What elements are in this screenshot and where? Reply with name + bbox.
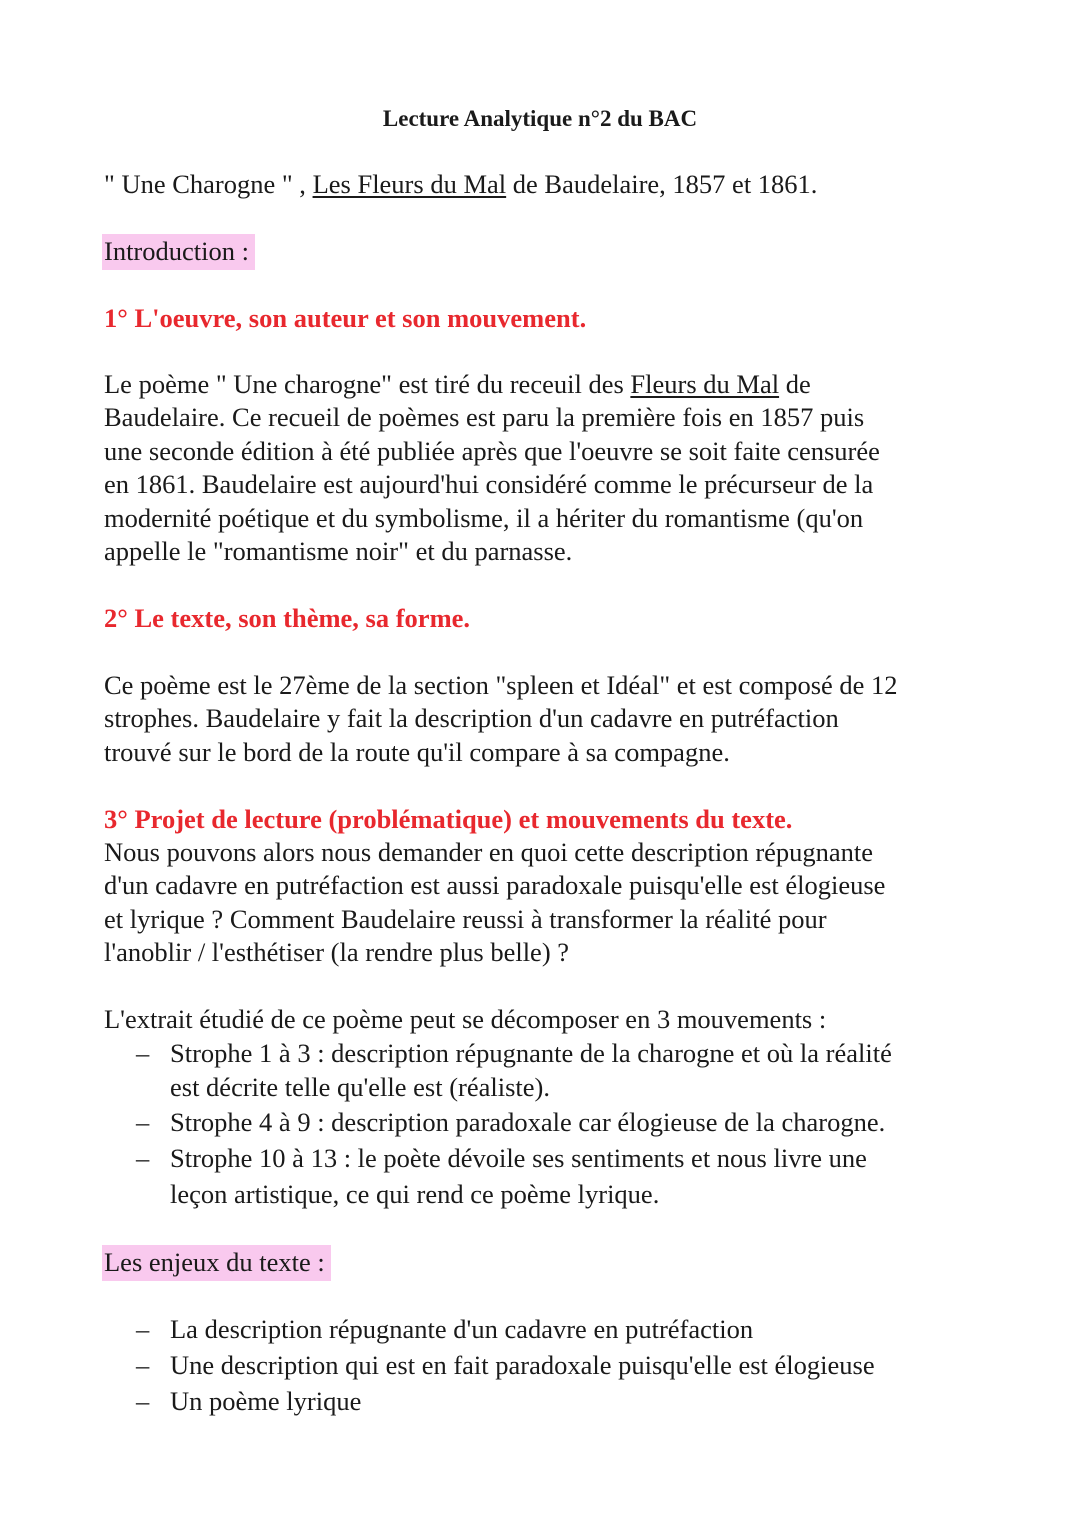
stakes-item: La description répugnante d'un cadavre en putréfaction — [170, 1314, 754, 1344]
subtitle-post: de Baudelaire, 1857 et 1861. — [506, 169, 818, 199]
introduction-label: Introduction : — [102, 234, 255, 270]
movement-item: Strophe 4 à 9 : description paradoxale car élogieuse de la charogne. — [170, 1107, 886, 1137]
section-1-heading: 1° L'oeuvre, son auteur et son mouvement. — [104, 303, 587, 333]
section-3-line: d'un cadavre en putréfaction est aussi paradoxale puisqu'elle est élogieuse — [104, 870, 886, 900]
s1-l1-book-title: Fleurs du Mal — [630, 369, 780, 399]
s1-l1-pre: Le poème " Une charogne" est tiré du receuil des — [104, 369, 631, 399]
bullet-dash: – — [136, 1314, 150, 1344]
section-3-line: Nous pouvons alors nous demander en quoi cette description répugnante — [104, 837, 874, 867]
bullet-dash: – — [136, 1350, 150, 1380]
bullet-dash: – — [136, 1107, 150, 1137]
section-2-line: Ce poème est le 27ème de la section "spleen et Idéal" et est composé de 12 — [104, 670, 898, 700]
introduction-heading — [104, 238, 255, 265]
movements-intro: L'extrait étudié de ce poème peut se décomposer en 3 mouvements : — [104, 1004, 827, 1034]
document-title: Lecture Analytique n°2 du BAC — [382, 106, 698, 131]
section-1-line: Baudelaire. Ce recueil de poèmes est paru la première fois en 1857 puis — [104, 402, 865, 432]
section-3-heading: 3° Projet de lecture (problématique) et mouvements du texte. — [104, 804, 793, 834]
bullet-dash: – — [136, 1038, 150, 1068]
section-2-line: strophes. Baudelaire y fait la description d'un cadavre en putréfaction — [104, 703, 839, 733]
stakes-item: Un poème lyrique — [170, 1386, 362, 1416]
movement-item: Strophe 10 à 13 : le poète dévoile ses sentiments et nous livre une — [170, 1143, 867, 1173]
section-1-line — [104, 371, 811, 398]
stakes-label: Les enjeux du texte : — [102, 1245, 331, 1281]
bullet-dash: – — [136, 1386, 150, 1416]
section-1-line: en 1861. Baudelaire est aujourd'hui considéré comme le précurseur de la — [104, 469, 874, 499]
section-1-line: une seconde édition à été publiée après que l'oeuvre se soit faite censurée — [104, 436, 880, 466]
stakes-item: Une description qui est en fait paradoxale puisqu'elle est élogieuse — [170, 1350, 875, 1380]
movement-item: Strophe 1 à 3 : description répugnante de la charogne et où la réalité — [170, 1038, 892, 1068]
movement-item-continued: leçon artistique, ce qui rend ce poème lyrique. — [170, 1179, 660, 1209]
section-3-line: l'anoblir / l'esthétiser (la rendre plus belle) ? — [104, 937, 570, 967]
bullet-dash: – — [136, 1143, 150, 1173]
section-1-line: modernité poétique et du symbolisme, il a hériter du romantisme (qu'on — [104, 503, 864, 533]
section-3-line: et lyrique ? Comment Baudelaire reussi à transformer la réalité pour — [104, 904, 827, 934]
s1-l1-post: de — [779, 369, 811, 399]
section-1-line: appelle le "romantisme noir" et du parnasse. — [104, 536, 573, 566]
movement-item-continued: est décrite telle qu'elle est (réaliste). — [170, 1072, 551, 1102]
subtitle-pre: " Une Charogne " , — [104, 169, 313, 199]
subtitle — [104, 171, 817, 198]
section-2-line: trouvé sur le bord de la route qu'il compare à sa compagne. — [104, 737, 730, 767]
subtitle-book-title: Les Fleurs du Mal — [312, 169, 507, 199]
section-2-heading: 2° Le texte, son thème, sa forme. — [104, 603, 471, 633]
stakes-heading — [104, 1249, 331, 1276]
